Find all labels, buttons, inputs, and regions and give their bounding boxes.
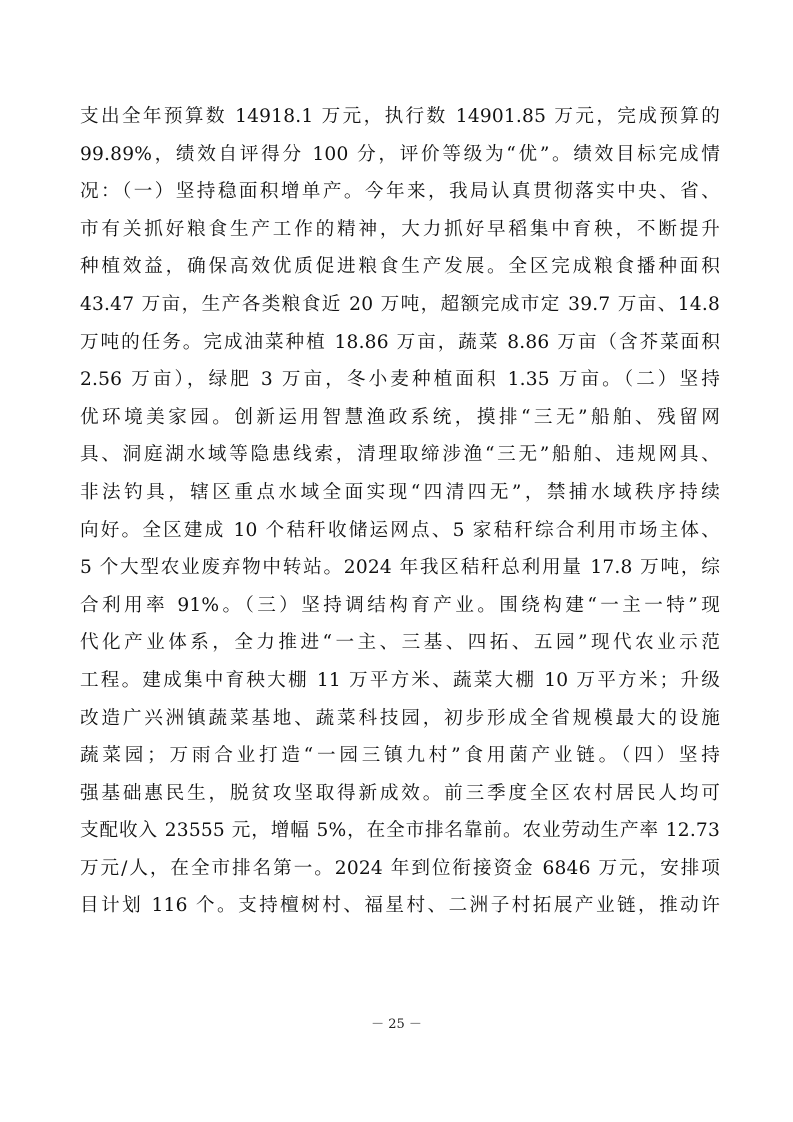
text-line: 5 个大型农业废弃物中转站。2024 年我区秸秆总利用量 17.8 万吨，综 <box>80 557 720 579</box>
text-line: 优环境美家园。创新运用智慧渔政系统，摸排“三无”船舶、残留网 <box>80 406 720 428</box>
text-line: 万元/人，在全市排名第一。2024 年到位衔接资金 6846 万元，安排项 <box>80 857 720 879</box>
page-number: － 25 － <box>371 1017 422 1032</box>
text-line: 向好。全区建成 10 个秸秆收储运网点、5 家秸秆综合利用市场主体、 <box>80 519 720 541</box>
text-line: 非法钓具，辖区重点水域全面实现“四清四无”，禁捕水域秩序持续 <box>80 481 720 503</box>
body-paragraph <box>80 98 720 925</box>
text-line: 99.89%，绩效自评得分 100 分，评价等级为“优”。绩效目标完成情 <box>80 143 720 165</box>
text-line: 强基础惠民生，脱贫攻坚取得新成效。前三季度全区农村居民人均可 <box>80 782 720 804</box>
text-line: 2.56 万亩），绿肥 3 万亩，冬小麦种植面积 1.35 万亩。（二）坚持 <box>80 369 720 391</box>
text-line: 目计划 116 个。支持檀树村、福星村、二洲子村拓展产业链，推动许 <box>80 895 720 917</box>
text-line: 代化产业体系，全力推进“一主、三基、四拓、五园”现代农业示范 <box>80 632 720 654</box>
text-line: 支配收入 23555 元，增幅 5%，在全市排名靠前。农业劳动生产率 12.73 <box>80 820 720 842</box>
text-line: 工程。建成集中育秧大棚 11 万平方米、蔬菜大棚 10 万平方米；升级 <box>80 669 720 691</box>
text-line: 种植效益，确保高效优质促进粮食生产发展。全区完成粮食播种面积 <box>80 256 720 278</box>
text-line: 支出全年预算数 14918.1 万元，执行数 14901.85 万元，完成预算的 <box>80 106 720 127</box>
text-line: 具、洞庭湖水域等隐患线索，清理取缔涉渔“三无”船舶、违规网具、 <box>80 444 720 466</box>
text-line: 改造广兴洲镇蔬菜基地、蔬菜科技园，初步形成全省规模最大的设施 <box>80 707 720 729</box>
text-line: 市有关抓好粮食生产工作的精神，大力抓好早稻集中育秧，不断提升 <box>80 218 720 240</box>
text-line: 况：（一）坚持稳面积增单产。今年来，我局认真贯彻落实中央、省、 <box>80 181 720 203</box>
text-line: 合利用率 91%。（三）坚持调结构育产业。围绕构建“一主一特”现 <box>80 594 720 616</box>
text-line: 万吨的任务。完成油菜种植 18.86 万亩，蔬菜 8.86 万亩（含芥菜面积 <box>80 331 720 353</box>
text-line: 蔬菜园；万雨合业打造“一园三镇九村”食用菌产业链。（四）坚持 <box>80 745 720 767</box>
text-line: 43.47 万亩，生产各类粮食近 20 万吨，超额完成市定 39.7 万亩、14.8 <box>80 293 720 315</box>
